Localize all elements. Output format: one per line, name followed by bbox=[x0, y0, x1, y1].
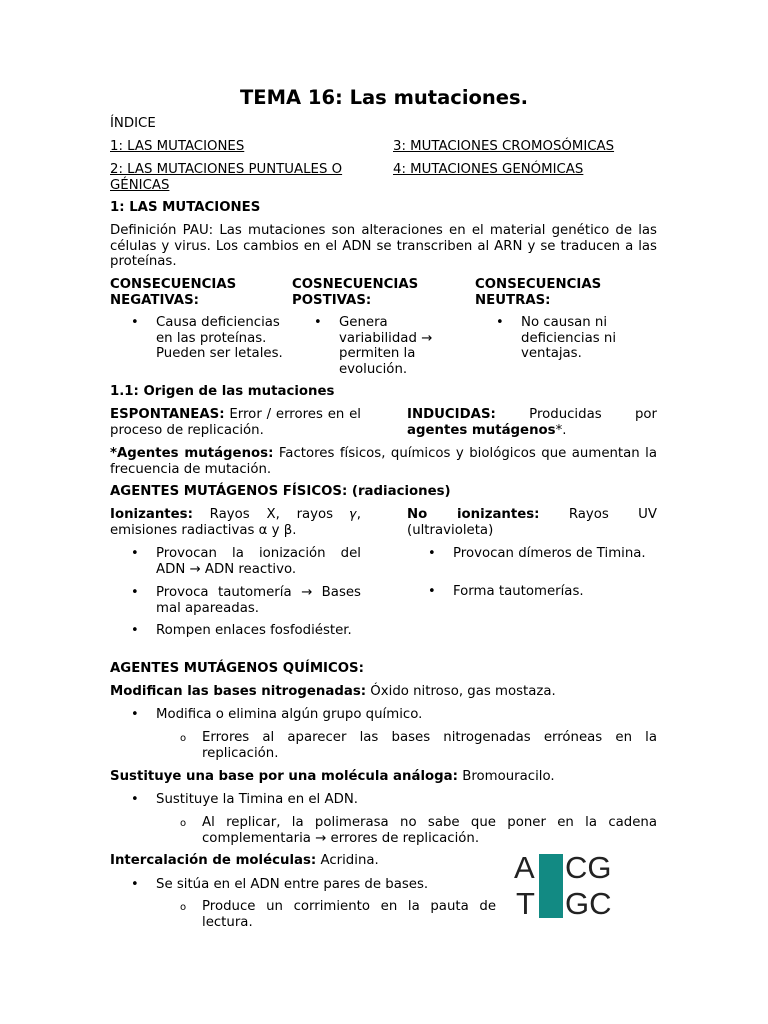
index-item-1[interactable]: 1: LAS MUTACIONES bbox=[110, 139, 245, 154]
nonionizing-paragraph bbox=[407, 507, 657, 538]
positive-consequences-heading: COSNECUENCIAS POSTIVAS: bbox=[292, 277, 419, 308]
definition-paragraph: Definición PAU: Las mutaciones son alteraciones en el material genético de las células y virus. Los cambios en el ADN se transcriben al ARN y se traducen a las proteínas. bbox=[110, 223, 657, 269]
analog-paragraph bbox=[110, 769, 657, 785]
origin-heading: 1.1: Origen de las mutaciones bbox=[110, 384, 335, 399]
bullet-marker: • bbox=[314, 315, 322, 330]
chemical-agents-heading: AGENTES MUTÁGENOS QUÍMICOS: bbox=[110, 661, 364, 676]
positive-consequence-item: Genera variabilidad → permiten la evolución. bbox=[339, 315, 433, 377]
sub-bullet-marker: o bbox=[180, 733, 187, 744]
analog-text: Bromouracilo. bbox=[457, 769, 555, 784]
bullet-marker: • bbox=[428, 546, 436, 561]
ionizing-item: Rompen enlaces fosfodiéster. bbox=[156, 623, 352, 638]
logo-letters-gc: GC bbox=[565, 886, 612, 921]
intercalation-label: Intercalación de moléculas: bbox=[110, 853, 317, 868]
bases-label: Modifican las bases nitrogenadas: bbox=[110, 684, 367, 699]
logo-letter-a: A bbox=[514, 850, 535, 885]
logo-bar bbox=[539, 854, 563, 918]
intercalation-text: Acridina. bbox=[316, 853, 379, 868]
negative-consequence-item: Causa deficiencias en las proteínas. Pueden ser letales. bbox=[156, 315, 283, 361]
analog-label: Sustituye una base por una molécula análoga: bbox=[110, 769, 458, 784]
ionizing-item: Provocan la ionización del ADN → ADN reactivo. bbox=[156, 546, 361, 577]
ionizing-item: Provoca tautomería → Bases mal apareadas. bbox=[156, 585, 361, 616]
nonionizing-label: No ionizantes: bbox=[407, 507, 540, 522]
bullet-marker: • bbox=[131, 877, 139, 892]
nonionizing-text: Rayos UV (ultravioleta) bbox=[407, 507, 657, 538]
analog-subitem: Al replicar, la polimerasa no sabe que poner en la cadena complementaria → errores de replicación. bbox=[202, 815, 657, 846]
spontaneous-text: Error / errores en el proceso de replicación. bbox=[110, 407, 361, 438]
physical-agents-heading: AGENTES MUTÁGENOS FÍSICOS: (radiaciones) bbox=[110, 484, 451, 499]
agents-text: Factores físicos, químicos y biológicos que aumentan la frecuencia de mutación. bbox=[110, 446, 658, 477]
page-title: TEMA 16: Las mutaciones. bbox=[239, 86, 529, 109]
bases-subitem: Errores al aparecer las bases nitrogenadas erróneas en la replicación. bbox=[202, 730, 657, 761]
sub-bullet-marker: o bbox=[180, 902, 187, 913]
agents-label: *Agentes mutágenos: bbox=[110, 446, 274, 461]
ionizing-label: Ionizantes: bbox=[110, 507, 193, 522]
bullet-marker: • bbox=[131, 315, 139, 330]
ionizing-paragraph bbox=[110, 507, 361, 538]
logo-letter-t: T bbox=[516, 886, 535, 921]
intercalation-paragraph bbox=[110, 853, 500, 869]
bullet-marker: • bbox=[131, 707, 139, 722]
index-item-4[interactable]: 4: MUTACIONES GENÓMICAS bbox=[393, 162, 584, 177]
bullet-marker: • bbox=[131, 546, 139, 561]
induced-label: INDUCIDAS: bbox=[407, 407, 496, 422]
section-heading-mutations: 1: LAS MUTACIONES bbox=[110, 200, 261, 215]
bullet-marker: • bbox=[131, 585, 139, 600]
bullet-marker: • bbox=[496, 315, 504, 330]
index-item-2[interactable]: 2: LAS MUTACIONES PUNTUALES O GÉNICAS bbox=[110, 162, 343, 193]
neutral-consequences-heading: CONSECUENCIAS NEUTRAS: bbox=[475, 277, 602, 308]
intercalation-item: Se sitúa en el ADN entre pares de bases. bbox=[156, 877, 429, 892]
logo-letters-cg: CG bbox=[565, 850, 612, 885]
neutral-consequence-item: No causan ni deficiencias ni ventajas. bbox=[521, 315, 617, 361]
nonionizing-item: Provocan dímeros de Timina. bbox=[453, 546, 646, 561]
induced-text: Producidas por bbox=[495, 407, 657, 422]
bases-text: Óxido nitroso, gas mostaza. bbox=[366, 684, 556, 699]
negative-consequences-heading: CONSECUENCIAS NEGATIVAS: bbox=[110, 277, 237, 308]
index-heading: ÍNDICE bbox=[110, 116, 156, 131]
index-item-3[interactable]: 3: MUTACIONES CROMOSÓMICAS bbox=[393, 139, 615, 154]
agents-paragraph bbox=[110, 446, 657, 477]
analog-item: Sustituye la Timina en el ADN. bbox=[156, 792, 358, 807]
bases-paragraph bbox=[110, 684, 657, 700]
bullet-marker: • bbox=[428, 584, 436, 599]
ionizing-text: Rayos X, rayos 𝛾, emisiones radiactivas α y β. bbox=[110, 507, 361, 538]
bullet-marker: • bbox=[131, 623, 139, 638]
spontaneous-label: ESPONTANEAS: bbox=[110, 407, 225, 422]
bases-item: Modifica o elimina algún grupo químico. bbox=[156, 707, 423, 722]
induced-end: *. bbox=[555, 422, 567, 438]
induced-bold: agentes mutágenos bbox=[407, 422, 556, 438]
bullet-marker: • bbox=[131, 792, 139, 807]
dna-bases-logo bbox=[514, 850, 624, 920]
sub-bullet-marker: o bbox=[180, 818, 187, 829]
spontaneous-paragraph bbox=[110, 407, 361, 438]
intercalation-subitem: Produce un corrimiento en la pauta de lectura. bbox=[202, 899, 496, 930]
induced-paragraph bbox=[407, 407, 657, 438]
nonionizing-item: Forma tautomerías. bbox=[453, 584, 584, 599]
